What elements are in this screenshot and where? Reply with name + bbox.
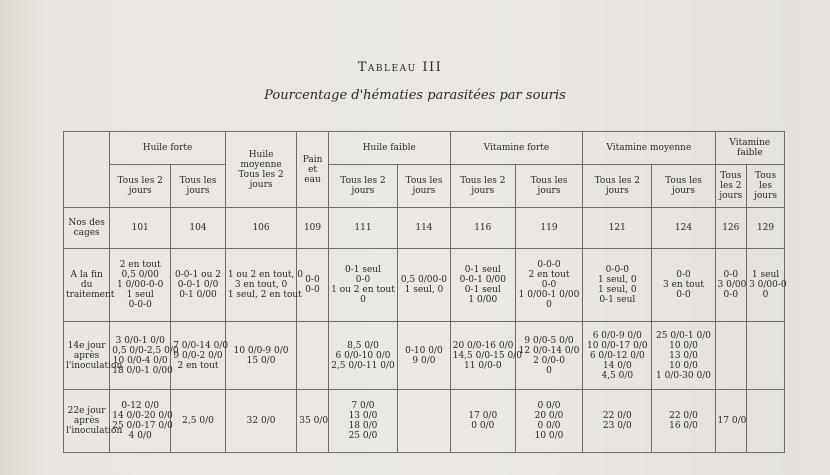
cell-line: 0-0-0: [537, 260, 561, 270]
cage-number: 111: [328, 208, 397, 249]
j14-cell: [110, 322, 179, 390]
cell-line: 0-0-1 ou 2: [175, 270, 221, 280]
cell-line: 0-0: [305, 275, 320, 285]
cell-line: 16 0/0: [669, 421, 698, 431]
cell-line: 12 0/0-14 0/0: [518, 345, 580, 356]
cage-number: 109: [297, 208, 329, 249]
group-huile-forte: Huile forte: [110, 132, 226, 165]
cell-line: 10 0/0-4 0/0: [112, 355, 168, 366]
cell-line: 3 0/0-1 0/0: [115, 335, 165, 346]
j14-cell: [328, 322, 397, 390]
fin-cell: [583, 249, 652, 322]
row-label-j14: 14e jour après l'inoculation: [64, 322, 110, 390]
group-pain-eau: Pain et eau: [297, 132, 329, 208]
cell-line: 0: [546, 365, 552, 376]
cell-line: 17 0/0: [468, 411, 498, 421]
j14-cell: [398, 322, 451, 390]
cell-line: 1 0/00-1 0/00: [518, 290, 580, 300]
cell-line: 20 0/0-16 0/0: [452, 340, 514, 351]
cell-line: 0-0: [541, 280, 557, 290]
cell-line: 25 0/0: [348, 431, 378, 441]
cell-line: 6 0/0-9 0/0: [592, 330, 642, 341]
cell-line: 10 0/0: [534, 431, 564, 441]
cell-line: 1 ou 2 en tout, 0: [227, 270, 303, 280]
j14-cell: [515, 322, 582, 390]
cell-line: 7 0/0-14 0/0: [173, 340, 229, 351]
cell-line: 0-0: [355, 275, 371, 285]
cell-line: 10 0/0: [669, 360, 698, 371]
j22-cell: [583, 390, 652, 453]
cell-line: 25 0/0-1 0/0: [656, 330, 711, 341]
cell-line: 0-1 seul: [344, 265, 381, 275]
group-vitamine-moyenne: Vitamine moyenne: [583, 132, 715, 165]
cell-line: 9 0/0: [412, 355, 436, 366]
cell-line: 4 0/0: [128, 431, 152, 441]
fin-cell: [110, 249, 171, 322]
cell-line: 9 0/0-2 0/0: [173, 350, 223, 361]
group-vitamine-faible: Vitamine faible: [715, 132, 784, 165]
j14-cell: [652, 322, 715, 390]
cell-line: 18 0/0-1 0/00: [112, 365, 173, 376]
fin-cell: [225, 249, 303, 322]
cell-line: 0,5 0/0-2,5 0/0: [112, 345, 179, 356]
cage-number: 106: [225, 208, 296, 249]
subheader: Tous les 2 jours: [715, 165, 747, 208]
fin-cell: [747, 249, 785, 322]
cage-number: 101: [110, 208, 171, 249]
group-vitamine-forte: Vitamine forte: [450, 132, 582, 165]
cell-line: 0-0-0: [605, 265, 629, 275]
cell-line: 1 ou 2 en tout: [331, 285, 395, 295]
cell-line: 2 en tout: [119, 260, 161, 270]
cell-line: 3 en tout, 0: [234, 280, 288, 290]
cell-line: 1 0/00-0-0: [117, 280, 164, 290]
fin-cell: [715, 249, 747, 322]
cell-line: 35 0/0: [299, 416, 329, 426]
group-huile-moyenne-label: Huile moyenne: [240, 149, 282, 170]
cell-line: 1 seul, 0: [404, 285, 444, 295]
cell-line: 13 0/0: [348, 411, 378, 421]
cell-line: 0-0: [676, 290, 691, 300]
cell-line: 6 0/0-12 0/0: [589, 350, 645, 361]
cell-line: 20 0/0: [534, 411, 564, 421]
subheader: Tous les 2 jours: [583, 165, 652, 208]
cell-line: 23 0/0: [602, 421, 632, 431]
cell-line: 0: [546, 300, 552, 310]
cell-line: 7 0/0: [351, 401, 375, 411]
cell-line: 0 0/0: [471, 421, 495, 431]
cell-line: 13 0/0: [669, 350, 698, 361]
j14-cell: [297, 322, 329, 390]
cell-line: 17 0/0: [717, 416, 747, 426]
j22-cell: [225, 390, 296, 453]
cell-line: 0,5 0/00: [121, 270, 159, 280]
subheader: Tous les 2 jours: [110, 165, 171, 208]
cell-line: 3 0/00: [717, 280, 747, 290]
fin-cell: [328, 249, 397, 322]
cell-line: 10 0/0-9 0/0: [233, 345, 289, 356]
row-label-fin: A la fin du traitement: [64, 249, 110, 322]
cell-line: 8,5 0/0: [347, 340, 379, 351]
cell-line: 0-12 0/0: [121, 401, 159, 411]
fin-cell: [515, 249, 582, 322]
cell-line: 3 en tout: [663, 280, 705, 290]
fin-cell: [450, 249, 515, 322]
cell-line: 0-0-1 0/00: [459, 275, 506, 285]
subheader: Tous les 2 jours: [328, 165, 397, 208]
cell-line: 1 0/0-30 0/0: [656, 370, 711, 381]
cell-line: 0,5 0/00-0: [400, 275, 448, 285]
fin-cell: [652, 249, 715, 322]
cell-line: 0-1 0/00: [179, 290, 217, 300]
cell-line: 0-0: [676, 270, 691, 280]
cell-line: 2,5 0/0-11 0/0: [331, 360, 395, 371]
j22-cell: [171, 390, 226, 453]
cage-number: 121: [583, 208, 652, 249]
subheader: Tous les jours: [747, 165, 785, 208]
subheader: Tous les jours: [398, 165, 451, 208]
j22-cell: [110, 390, 171, 453]
cell-line: 14 0/0: [602, 360, 632, 371]
cage-number: 129: [747, 208, 785, 249]
cell-line: 32 0/0: [246, 416, 276, 426]
cell-line: 10 0/0-17 0/0: [586, 340, 648, 351]
cell-line: 2,5 0/0: [182, 416, 214, 426]
cell-line: 0-1 seul: [599, 295, 636, 305]
fin-cell: [171, 249, 226, 322]
fin-cell: [398, 249, 451, 322]
group-huile-moyenne: [225, 132, 296, 208]
cell-line: 0-0: [305, 285, 320, 295]
cell-line: 6 0/0-10 0/0: [335, 350, 391, 361]
subheader-huile-moyenne: Tous les 2 jours: [238, 169, 284, 190]
cell-line: 0 0/0: [537, 401, 561, 411]
j22-cell: [328, 390, 397, 453]
table-subtitle: Pourcentage d'hématies parasitées par souris: [264, 88, 566, 103]
cell-line: 2 en tout: [177, 360, 219, 371]
cell-line: 4,5 0/0: [601, 370, 634, 381]
row-label-j22: 22e jour après l'inoculation: [64, 390, 110, 453]
cell-line: 0-0-0: [128, 300, 152, 310]
j22-cell: [398, 390, 451, 453]
j22-cell: [747, 390, 785, 453]
cell-line: 0-10 0/0: [405, 345, 443, 356]
cell-line: 1 0/00: [468, 295, 498, 305]
j14-cell: [747, 322, 785, 390]
cell-line: 1 seul, 0: [597, 275, 637, 285]
subheader: Tous les jours: [171, 165, 226, 208]
cell-line: 10 0/0: [669, 340, 698, 351]
j22-cell: [715, 390, 747, 453]
fin-cell: [297, 249, 329, 322]
cell-line: 0-1 seul: [464, 285, 501, 295]
subheader: Tous les 2 jours: [450, 165, 515, 208]
j14-cell: [171, 322, 229, 390]
j14-cell: [715, 322, 747, 390]
j22-cell: [450, 390, 515, 453]
cell-line: 14 0/0-20 0/0: [112, 411, 173, 421]
cell-line: 9 0/0-5 0/0: [524, 335, 574, 346]
cell-line: 15 0/0: [246, 355, 276, 366]
cell-line: 0: [360, 295, 366, 305]
row-label-cages: Nos des cages: [64, 208, 110, 249]
cell-line: 0-0-1 0/0: [177, 280, 219, 290]
data-table: [63, 131, 785, 453]
cage-number: 114: [398, 208, 451, 249]
cell-line: 0: [762, 290, 769, 300]
cage-number: 116: [450, 208, 515, 249]
cage-number: 104: [171, 208, 226, 249]
j22-cell: [297, 390, 329, 453]
cell-line: 3 0/00-0: [749, 280, 787, 290]
cell-line: 2 en tout: [528, 270, 570, 280]
cell-line: 22 0/0: [669, 411, 698, 421]
cell-line: 1 seul, 0: [597, 285, 637, 295]
cage-number: 124: [652, 208, 715, 249]
cell-line: 18 0/0: [348, 421, 378, 431]
cell-line: 0-1 seul: [464, 265, 501, 275]
subheader: Tous les jours: [515, 165, 582, 208]
cell-line: 25 0/0-17 0/0: [112, 421, 173, 431]
cell-line: 0-0: [723, 270, 739, 280]
cell-line: 1 seul: [126, 290, 154, 300]
cell-line: 14,5 0/0-15 0/0: [452, 350, 522, 361]
cage-number: 126: [715, 208, 747, 249]
cage-number: 119: [515, 208, 582, 249]
subheader: Tous les jours: [652, 165, 715, 208]
j22-cell: [652, 390, 715, 453]
table-title: Tableau III: [357, 60, 443, 75]
j14-cell: [450, 322, 522, 390]
cell-line: 1 seul: [751, 270, 780, 280]
cell-line: 2 0/0-0: [533, 355, 565, 366]
cell-line: 1 seul, 2 en tout: [227, 290, 302, 300]
cell-line: 0-0: [723, 290, 739, 300]
cell-line: 11 0/0-0: [464, 360, 502, 371]
corner-cell: [64, 132, 110, 208]
j22-cell: [515, 390, 582, 453]
cell-line: 0 0/0: [537, 421, 561, 431]
j14-cell: [225, 322, 296, 390]
cell-line: 22 0/0: [602, 411, 632, 421]
j14-cell: [583, 322, 652, 390]
group-huile-faible: Huile faible: [328, 132, 450, 165]
